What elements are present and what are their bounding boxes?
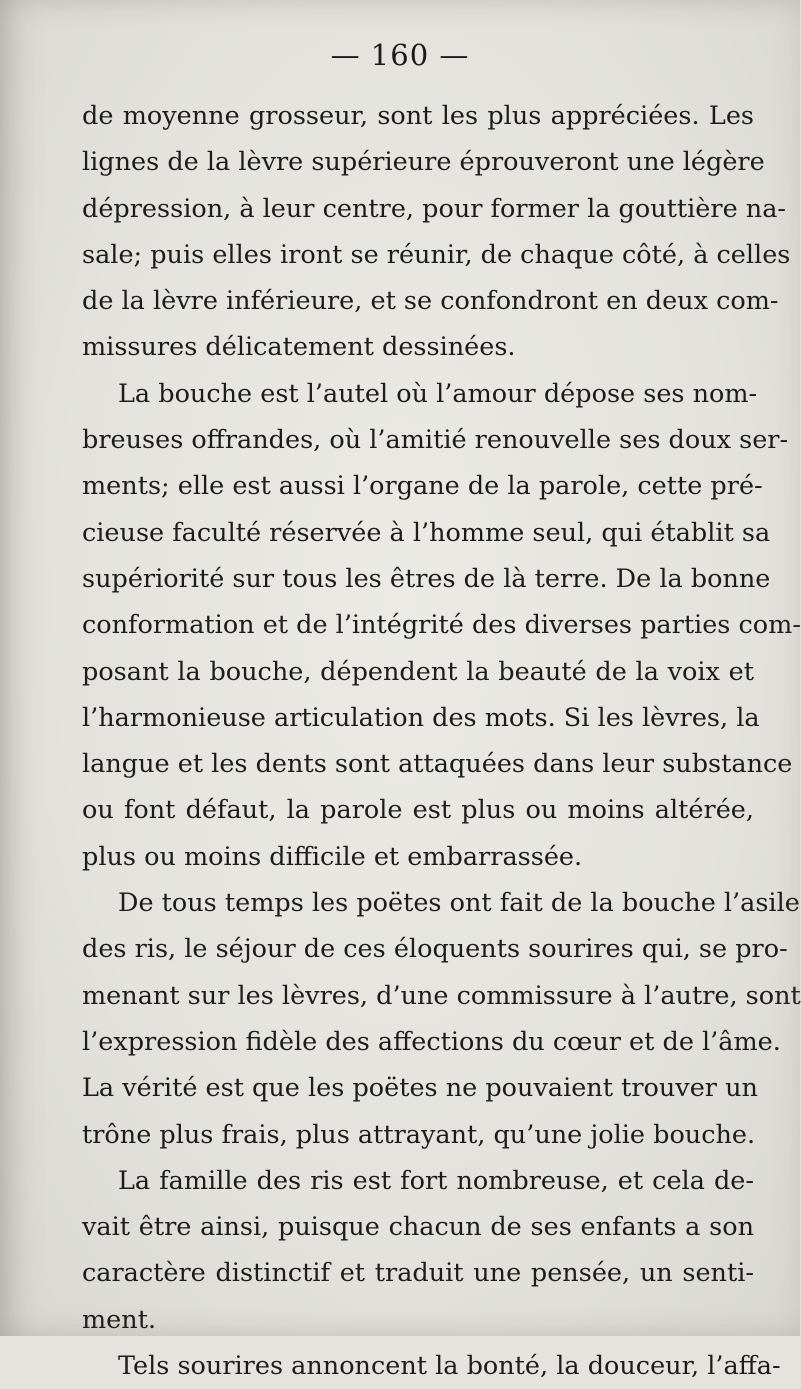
text-line: missures délicatement dessinées. [82,332,516,363]
text-line: breuses offrandes, où l’amitié renouvelle ses doux ser- [82,425,789,456]
body-text [82,93,801,1389]
text-line: ou font défaut, la parole est plus ou moins altérée, [82,795,754,826]
text-line: trône plus frais, plus attrayant, qu’une jolie bouche. [82,1119,756,1150]
text-line: cieuse faculté réservée à l’homme seul, qui établit sa [82,517,771,548]
text-line: caractère distinctif et traduit une pensée, un senti- [82,1258,754,1289]
text-line: l’harmonieuse articulation des mots. Si les lèvres, la [82,702,760,733]
text-line: menant sur les lèvres, d’une commissure à l’autre, sont [82,980,801,1011]
page-number: — 160 — [330,38,470,72]
text-line: plus ou moins difficile et embarrassée. [82,841,583,872]
text-line: supériorité sur tous les êtres de là terre. De la bonne [82,563,771,594]
text-line: de la lèvre inférieure, et se confondront en deux com- [82,286,779,317]
text-line: ments; elle est aussi l’organe de la parole, cette pré- [82,471,763,502]
text-line: posant la bouche, dépendent la beauté de la voix et [82,656,754,687]
text-line: l’expression fidèle des affections du cœur et de l’âme. [82,1026,781,1057]
text-line: conformation et de l’intégrité des diverses parties com- [82,610,801,641]
text-line: dépression, à leur centre, pour former la gouttière na- [82,193,787,224]
paragraph-start-line: De tous temps les poëtes ont fait de la bouche l’asile [118,888,800,919]
paragraph-start-line: La famille des ris est fort nombreuse, et cela de- [118,1165,754,1196]
paragraph-start-line: La bouche est l’autel où l’amour dépose ses nom- [118,378,758,409]
text-line: des ris, le séjour de ces éloquents sourires qui, se pro- [82,934,788,965]
paragraph-start-line: Tels sourires annoncent la bonté, la douceur, l’affa- [118,1351,781,1382]
text-line: ment. [82,1304,157,1335]
text-line: sale; puis elles iront se réunir, de chaque côté, à celles [82,239,791,270]
text-line: lignes de la lèvre supérieure éprouveront une légère [82,147,765,178]
text-line: de moyenne grosseur, sont les plus appréciées. Les [82,101,754,131]
text-line: langue et les dents sont attaquées dans leur substance [82,749,793,780]
text-line: vait être ainsi, puisque chacun de ses enfants a son [82,1212,754,1243]
text-line: La vérité est que les poëtes ne pouvaient trouver un [82,1073,758,1104]
